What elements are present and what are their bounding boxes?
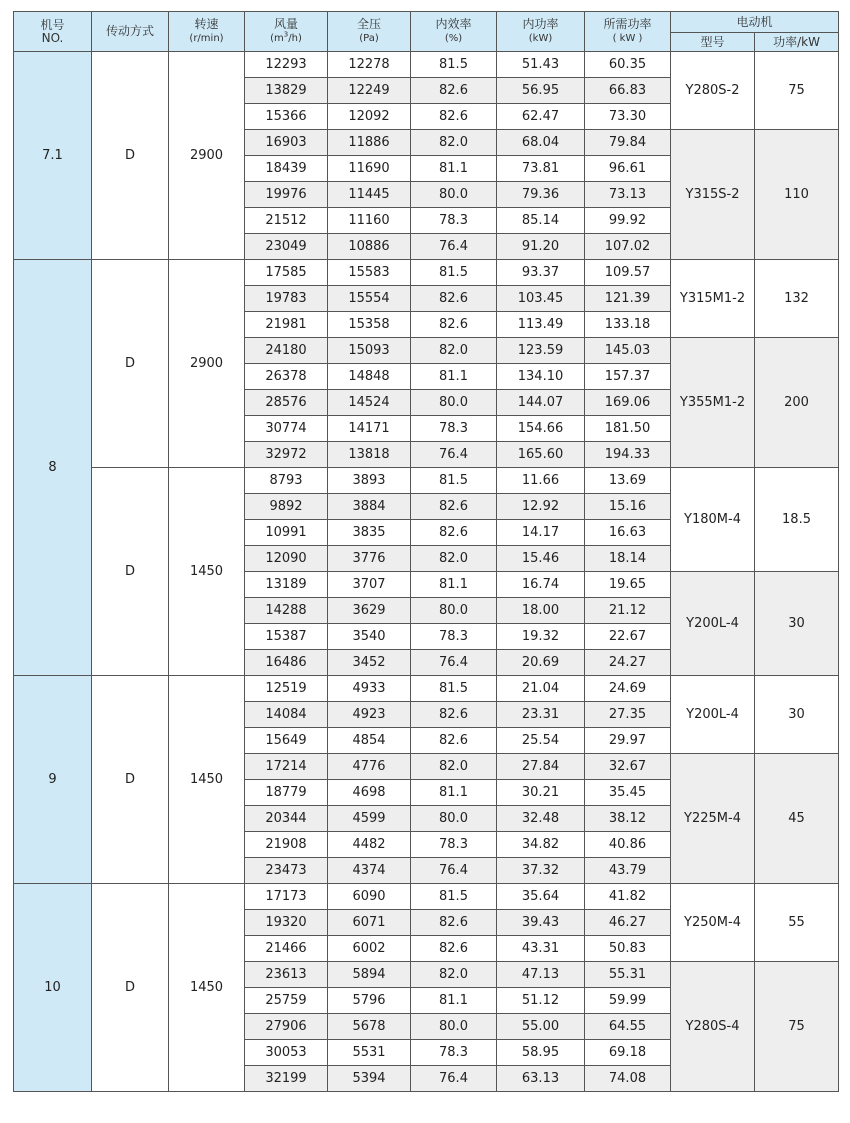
efficiency-cell: 82.0 [411, 546, 497, 572]
pressure-cell: 4776 [328, 754, 411, 780]
drive-mode-cell: D [92, 52, 169, 260]
motor-model-cell: Y280S-2 [671, 52, 755, 130]
internal-power-cell: 21.04 [497, 676, 585, 702]
internal-power-cell: 32.48 [497, 806, 585, 832]
motor-model-cell: Y200L-4 [671, 572, 755, 676]
efficiency-cell: 81.1 [411, 572, 497, 598]
motor-model-cell: Y355M1-2 [671, 338, 755, 468]
flow-cell: 19976 [245, 182, 328, 208]
flow-cell: 25759 [245, 988, 328, 1014]
flow-cell: 12519 [245, 676, 328, 702]
internal-power-cell: 16.74 [497, 572, 585, 598]
pressure-cell: 6071 [328, 910, 411, 936]
pressure-cell: 15583 [328, 260, 411, 286]
header-internal-power: 内功率 (kW) [497, 12, 585, 52]
machine-no-cell: 7.1 [14, 52, 92, 260]
internal-power-cell: 27.84 [497, 754, 585, 780]
flow-cell: 14288 [245, 598, 328, 624]
internal-power-cell: 18.00 [497, 598, 585, 624]
motor-power-cell: 75 [755, 962, 839, 1092]
table-row [14, 52, 839, 78]
required-power-cell: 59.99 [585, 988, 671, 1014]
pressure-cell: 15093 [328, 338, 411, 364]
flow-cell: 21512 [245, 208, 328, 234]
speed-cell: 1450 [169, 884, 245, 1092]
pressure-cell: 5678 [328, 1014, 411, 1040]
efficiency-cell: 82.6 [411, 728, 497, 754]
required-power-cell: 16.63 [585, 520, 671, 546]
internal-power-cell: 23.31 [497, 702, 585, 728]
efficiency-cell: 82.0 [411, 754, 497, 780]
internal-power-cell: 51.43 [497, 52, 585, 78]
flow-cell: 32199 [245, 1066, 328, 1092]
pressure-cell: 6090 [328, 884, 411, 910]
flow-cell: 16903 [245, 130, 328, 156]
flow-cell: 8793 [245, 468, 328, 494]
pressure-cell: 4482 [328, 832, 411, 858]
required-power-cell: 27.35 [585, 702, 671, 728]
efficiency-cell: 82.6 [411, 78, 497, 104]
pressure-cell: 3776 [328, 546, 411, 572]
required-power-cell: 24.69 [585, 676, 671, 702]
required-power-cell: 32.67 [585, 754, 671, 780]
efficiency-cell: 81.1 [411, 988, 497, 1014]
internal-power-cell: 73.81 [497, 156, 585, 182]
internal-power-cell: 39.43 [497, 910, 585, 936]
efficiency-cell: 80.0 [411, 806, 497, 832]
motor-model-cell: Y315M1-2 [671, 260, 755, 338]
required-power-cell: 109.57 [585, 260, 671, 286]
internal-power-cell: 19.32 [497, 624, 585, 650]
flow-cell: 9892 [245, 494, 328, 520]
required-power-cell: 157.37 [585, 364, 671, 390]
internal-power-cell: 58.95 [497, 1040, 585, 1066]
internal-power-cell: 113.49 [497, 312, 585, 338]
machine-no-cell: 9 [14, 676, 92, 884]
flow-cell: 14084 [245, 702, 328, 728]
flow-cell: 23613 [245, 962, 328, 988]
pressure-cell: 15554 [328, 286, 411, 312]
required-power-cell: 194.33 [585, 442, 671, 468]
pressure-cell: 11886 [328, 130, 411, 156]
efficiency-cell: 82.6 [411, 702, 497, 728]
table-row [14, 260, 839, 286]
required-power-cell: 69.18 [585, 1040, 671, 1066]
flow-cell: 15649 [245, 728, 328, 754]
speed-cell: 1450 [169, 676, 245, 884]
internal-power-cell: 103.45 [497, 286, 585, 312]
flow-cell: 15366 [245, 104, 328, 130]
internal-power-cell: 20.69 [497, 650, 585, 676]
required-power-cell: 73.13 [585, 182, 671, 208]
flow-cell: 17585 [245, 260, 328, 286]
flow-cell: 28576 [245, 390, 328, 416]
speed-cell: 2900 [169, 260, 245, 468]
motor-power-cell: 18.5 [755, 468, 839, 572]
required-power-cell: 107.02 [585, 234, 671, 260]
required-power-cell: 55.31 [585, 962, 671, 988]
motor-model-cell: Y225M-4 [671, 754, 755, 884]
speed-cell: 2900 [169, 52, 245, 260]
header-drive-mode: 传动方式 [92, 12, 169, 52]
flow-cell: 19783 [245, 286, 328, 312]
required-power-cell: 99.92 [585, 208, 671, 234]
required-power-cell: 133.18 [585, 312, 671, 338]
motor-power-cell: 75 [755, 52, 839, 130]
machine-no-cell: 8 [14, 260, 92, 676]
pressure-cell: 3893 [328, 468, 411, 494]
flow-cell: 21466 [245, 936, 328, 962]
pressure-cell: 3452 [328, 650, 411, 676]
efficiency-cell: 82.0 [411, 130, 497, 156]
motor-model-cell: Y250M-4 [671, 884, 755, 962]
required-power-cell: 13.69 [585, 468, 671, 494]
pressure-cell: 5796 [328, 988, 411, 1014]
pressure-cell: 10886 [328, 234, 411, 260]
machine-no-cell: 10 [14, 884, 92, 1092]
pressure-cell: 6002 [328, 936, 411, 962]
required-power-cell: 79.84 [585, 130, 671, 156]
flow-cell: 30053 [245, 1040, 328, 1066]
table-header [14, 12, 839, 52]
internal-power-cell: 154.66 [497, 416, 585, 442]
flow-cell: 21908 [245, 832, 328, 858]
internal-power-cell: 12.92 [497, 494, 585, 520]
pressure-cell: 15358 [328, 312, 411, 338]
pressure-cell: 4923 [328, 702, 411, 728]
internal-power-cell: 56.95 [497, 78, 585, 104]
flow-cell: 21981 [245, 312, 328, 338]
flow-cell: 27906 [245, 1014, 328, 1040]
drive-mode-cell: D [92, 260, 169, 468]
flow-cell: 17214 [245, 754, 328, 780]
flow-cell: 26378 [245, 364, 328, 390]
pressure-cell: 11690 [328, 156, 411, 182]
speed-cell: 1450 [169, 468, 245, 676]
internal-power-cell: 25.54 [497, 728, 585, 754]
required-power-cell: 64.55 [585, 1014, 671, 1040]
pressure-cell: 12092 [328, 104, 411, 130]
drive-mode-cell: D [92, 468, 169, 676]
flow-cell: 18439 [245, 156, 328, 182]
pressure-cell: 4599 [328, 806, 411, 832]
efficiency-cell: 76.4 [411, 1066, 497, 1092]
efficiency-cell: 82.0 [411, 962, 497, 988]
flow-cell: 10991 [245, 520, 328, 546]
internal-power-cell: 34.82 [497, 832, 585, 858]
required-power-cell: 50.83 [585, 936, 671, 962]
table-row [14, 468, 839, 494]
internal-power-cell: 165.60 [497, 442, 585, 468]
efficiency-cell: 80.0 [411, 1014, 497, 1040]
motor-model-cell: Y200L-4 [671, 676, 755, 754]
motor-power-cell: 110 [755, 130, 839, 260]
motor-power-cell: 30 [755, 572, 839, 676]
efficiency-cell: 81.5 [411, 468, 497, 494]
flow-cell: 30774 [245, 416, 328, 442]
motor-power-cell: 132 [755, 260, 839, 338]
internal-power-cell: 144.07 [497, 390, 585, 416]
flow-cell: 17173 [245, 884, 328, 910]
required-power-cell: 38.12 [585, 806, 671, 832]
motor-model-cell: Y280S-4 [671, 962, 755, 1092]
efficiency-cell: 80.0 [411, 598, 497, 624]
internal-power-cell: 55.00 [497, 1014, 585, 1040]
pressure-cell: 12278 [328, 52, 411, 78]
required-power-cell: 121.39 [585, 286, 671, 312]
efficiency-cell: 82.6 [411, 520, 497, 546]
flow-cell: 23049 [245, 234, 328, 260]
table-row [14, 676, 839, 702]
header-speed: 转速 (r/min) [169, 12, 245, 52]
header-required-power: 所需功率 ( kW ) [585, 12, 671, 52]
pressure-cell: 11445 [328, 182, 411, 208]
header-machine-no: 机号 NO. [14, 12, 92, 52]
drive-mode-cell: D [92, 676, 169, 884]
internal-power-cell: 123.59 [497, 338, 585, 364]
flow-cell: 20344 [245, 806, 328, 832]
internal-power-cell: 35.64 [497, 884, 585, 910]
required-power-cell: 43.79 [585, 858, 671, 884]
required-power-cell: 29.97 [585, 728, 671, 754]
flow-cell: 19320 [245, 910, 328, 936]
motor-power-cell: 30 [755, 676, 839, 754]
flow-cell: 12293 [245, 52, 328, 78]
required-power-cell: 169.06 [585, 390, 671, 416]
header-motor-model: 型号 [671, 33, 755, 52]
required-power-cell: 181.50 [585, 416, 671, 442]
pressure-cell: 4933 [328, 676, 411, 702]
required-power-cell: 41.82 [585, 884, 671, 910]
internal-power-cell: 93.37 [497, 260, 585, 286]
required-power-cell: 46.27 [585, 910, 671, 936]
internal-power-cell: 63.13 [497, 1066, 585, 1092]
efficiency-cell: 78.3 [411, 624, 497, 650]
efficiency-cell: 80.0 [411, 182, 497, 208]
efficiency-cell: 82.6 [411, 286, 497, 312]
required-power-cell: 35.45 [585, 780, 671, 806]
internal-power-cell: 68.04 [497, 130, 585, 156]
drive-mode-cell: D [92, 884, 169, 1092]
required-power-cell: 73.30 [585, 104, 671, 130]
pressure-cell: 3835 [328, 520, 411, 546]
internal-power-cell: 11.66 [497, 468, 585, 494]
pressure-cell: 4698 [328, 780, 411, 806]
header-motor: 电动机 [671, 12, 839, 33]
efficiency-cell: 82.6 [411, 104, 497, 130]
flow-cell: 18779 [245, 780, 328, 806]
motor-model-cell: Y315S-2 [671, 130, 755, 260]
internal-power-cell: 134.10 [497, 364, 585, 390]
required-power-cell: 145.03 [585, 338, 671, 364]
flow-cell: 32972 [245, 442, 328, 468]
internal-power-cell: 30.21 [497, 780, 585, 806]
internal-power-cell: 43.31 [497, 936, 585, 962]
table-row [14, 884, 839, 910]
required-power-cell: 74.08 [585, 1066, 671, 1092]
internal-power-cell: 79.36 [497, 182, 585, 208]
efficiency-cell: 82.0 [411, 338, 497, 364]
efficiency-cell: 81.5 [411, 676, 497, 702]
efficiency-cell: 76.4 [411, 234, 497, 260]
pressure-cell: 14171 [328, 416, 411, 442]
flow-cell: 12090 [245, 546, 328, 572]
efficiency-cell: 78.3 [411, 832, 497, 858]
pressure-cell: 11160 [328, 208, 411, 234]
efficiency-cell: 78.3 [411, 1040, 497, 1066]
fan-performance-table [13, 11, 839, 1092]
efficiency-cell: 82.6 [411, 936, 497, 962]
pressure-cell: 4374 [328, 858, 411, 884]
flow-cell: 24180 [245, 338, 328, 364]
flow-cell: 15387 [245, 624, 328, 650]
required-power-cell: 21.12 [585, 598, 671, 624]
efficiency-cell: 81.1 [411, 364, 497, 390]
pressure-cell: 4854 [328, 728, 411, 754]
required-power-cell: 19.65 [585, 572, 671, 598]
pressure-cell: 5531 [328, 1040, 411, 1066]
pressure-cell: 3707 [328, 572, 411, 598]
required-power-cell: 24.27 [585, 650, 671, 676]
efficiency-cell: 78.3 [411, 416, 497, 442]
header-total-pressure: 全压 (Pa) [328, 12, 411, 52]
required-power-cell: 15.16 [585, 494, 671, 520]
required-power-cell: 60.35 [585, 52, 671, 78]
pressure-cell: 3540 [328, 624, 411, 650]
efficiency-cell: 82.6 [411, 312, 497, 338]
efficiency-cell: 76.4 [411, 442, 497, 468]
pressure-cell: 14524 [328, 390, 411, 416]
internal-power-cell: 14.17 [497, 520, 585, 546]
table-body [14, 52, 839, 1092]
header-motor-power: 功率/kW [755, 33, 839, 52]
efficiency-cell: 81.1 [411, 156, 497, 182]
pressure-cell: 13818 [328, 442, 411, 468]
efficiency-cell: 82.6 [411, 494, 497, 520]
internal-power-cell: 85.14 [497, 208, 585, 234]
flow-cell: 23473 [245, 858, 328, 884]
required-power-cell: 18.14 [585, 546, 671, 572]
internal-power-cell: 51.12 [497, 988, 585, 1014]
required-power-cell: 66.83 [585, 78, 671, 104]
pressure-cell: 12249 [328, 78, 411, 104]
pressure-cell: 3884 [328, 494, 411, 520]
pressure-cell: 5894 [328, 962, 411, 988]
fan-performance-table-wrapper [13, 11, 839, 1092]
header-internal-efficiency: 内效率 (%) [411, 12, 497, 52]
pressure-cell: 3629 [328, 598, 411, 624]
motor-power-cell: 200 [755, 338, 839, 468]
efficiency-cell: 81.5 [411, 884, 497, 910]
flow-cell: 13189 [245, 572, 328, 598]
motor-model-cell: Y180M-4 [671, 468, 755, 572]
required-power-cell: 22.67 [585, 624, 671, 650]
efficiency-cell: 78.3 [411, 208, 497, 234]
internal-power-cell: 15.46 [497, 546, 585, 572]
header-air-flow: 风量 $(m^3/h)$ [245, 12, 328, 52]
flow-cell: 13829 [245, 78, 328, 104]
efficiency-cell: 80.0 [411, 390, 497, 416]
internal-power-cell: 37.32 [497, 858, 585, 884]
internal-power-cell: 62.47 [497, 104, 585, 130]
efficiency-cell: 81.1 [411, 780, 497, 806]
efficiency-cell: 81.5 [411, 260, 497, 286]
efficiency-cell: 81.5 [411, 52, 497, 78]
pressure-cell: 5394 [328, 1066, 411, 1092]
required-power-cell: 96.61 [585, 156, 671, 182]
flow-cell: 16486 [245, 650, 328, 676]
efficiency-cell: 76.4 [411, 858, 497, 884]
efficiency-cell: 82.6 [411, 910, 497, 936]
motor-power-cell: 55 [755, 884, 839, 962]
motor-power-cell: 45 [755, 754, 839, 884]
efficiency-cell: 76.4 [411, 650, 497, 676]
internal-power-cell: 47.13 [497, 962, 585, 988]
internal-power-cell: 91.20 [497, 234, 585, 260]
required-power-cell: 40.86 [585, 832, 671, 858]
pressure-cell: 14848 [328, 364, 411, 390]
